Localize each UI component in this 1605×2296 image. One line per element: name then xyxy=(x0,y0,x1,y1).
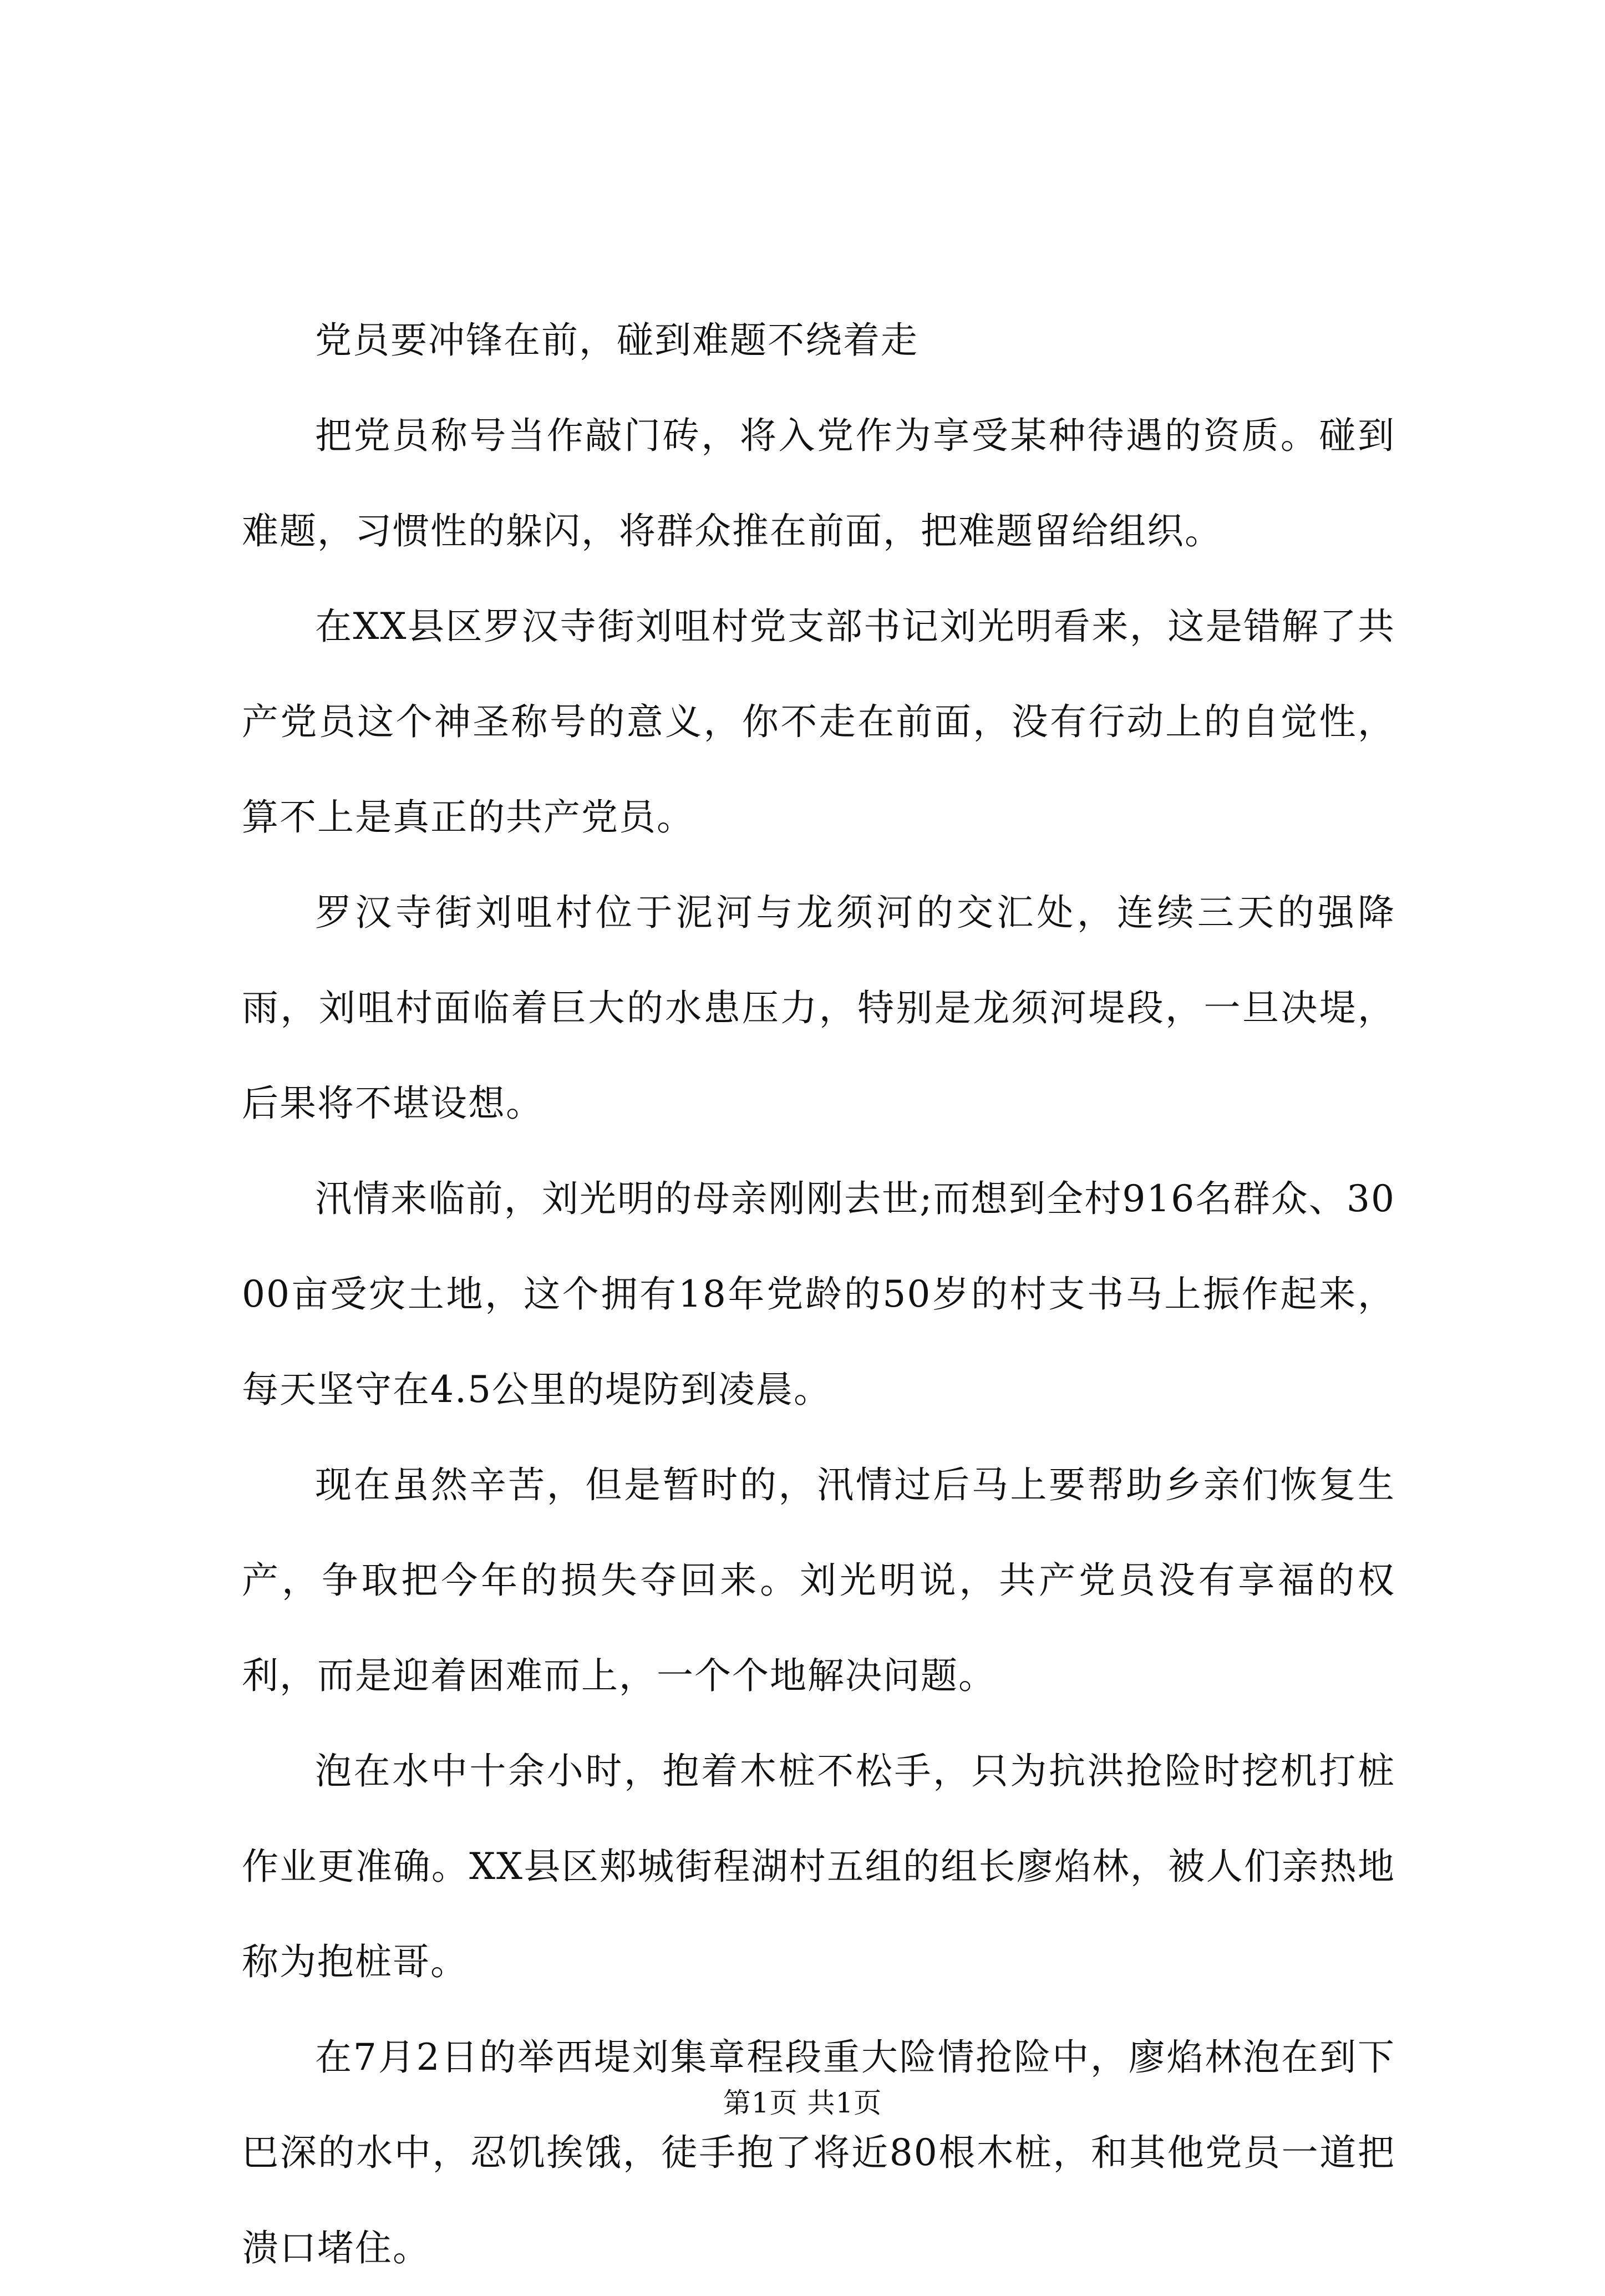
paragraph: 现在虽然辛苦，但是暂时的，汛情过后马上要帮助乡亲们恢复生产，争取把今年的损失夺回来。刘光明说，共产党员没有享福的权利，而是迎着困难而上，一个个地解决问题。 xyxy=(242,1464,1395,1697)
paragraph: 汛情来临前，刘光明的母亲刚刚去世;而想到全村916名群众、3000亩受灾土地，这个拥有18年党龄的50岁的村支书马上振作起来，每天坚守在4.5公里的堤防到凌晨。 xyxy=(242,1177,1395,1411)
paragraph-heading: 党员要冲锋在前，碰到难题不绕着走 xyxy=(315,319,918,362)
paragraph: 罗汉寺街刘咀村位于泥河与龙须河的交汇处，连续三天的强降雨，刘咀村面临着巨大的水患压力，特别是龙须河堤段，一旦决堤，后果将不堪设想。 xyxy=(242,891,1395,1125)
page-number-footer: 第1页 共1页 xyxy=(723,2087,882,2119)
paragraph: 把党员称号当作敲门砖，将入党作为享受某种待遇的资质。碰到难题，习惯性的躲闪，将群众推在前面，把难题留给组织。 xyxy=(242,414,1395,552)
paragraph: 在XX县区罗汉寺街刘咀村党支部书记刘光明看来，这是错解了共产党员这个神圣称号的意义，你不走在前面，没有行动上的自觉性，算不上是真正的共产党员。 xyxy=(242,605,1395,839)
paragraph: 在7月2日的举西堤刘集章程段重大险情抢险中，廖焰林泡在到下巴深的水中，忍饥挨饿，徒手抱了将近80根木桩，和其他党员一道把溃口堵住。 xyxy=(242,2036,1395,2269)
paragraph: 泡在水中十余小时，抱着木桩不松手，只为抗洪抢险时挖机打桩作业更准确。XX县区郏城街程湖村五组的组长廖焰林，被人们亲热地称为抱桩哥。 xyxy=(242,1750,1395,1983)
document-body xyxy=(242,293,1395,2296)
